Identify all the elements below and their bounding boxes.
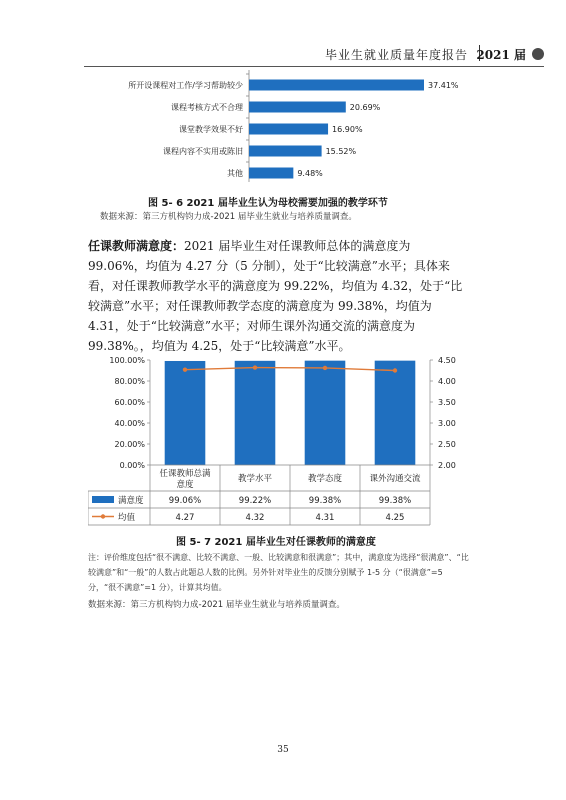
category-label: 课程考核方式不合理	[171, 103, 243, 112]
left-axis-label: 80.00%	[114, 377, 145, 386]
paragraph-body: 2021 届毕业生对任课教师总体的满意度为 99.06%，均值为 4.27 分（5 分制），处于“比较满意”水平；具体来看，对任课教师教学水平的满意度为 99.22%，均值为 4.32，处于“比较满意”水平；对任课教师教学态度的满意度为 99.38%，均值为 4.31，处于“比较满意”水平；对师生课外沟通交流的满意度为 99.38%。，均值为 4.25，处于“比较满意”水平。	[88, 239, 463, 353]
left-axis-label: 0.00%	[119, 461, 145, 470]
bar	[235, 361, 276, 465]
right-axis-label: 2.50	[438, 440, 456, 449]
data-label: 99.06%	[168, 496, 202, 506]
data-label: 4.31	[315, 513, 335, 523]
right-axis-label: 2.00	[438, 461, 456, 470]
bar	[375, 361, 416, 465]
category-label: 意度	[176, 480, 194, 490]
bar	[305, 361, 346, 465]
right-axis-label: 3.00	[438, 419, 456, 428]
body-paragraph	[88, 236, 468, 356]
figure2-caption: 图 5- 7 2021 届毕业生对任课教师的满意度	[176, 537, 376, 548]
data-label: 4.25	[385, 513, 405, 523]
figure1-caption: 图 5- 6 2021 届毕业生认为母校需要加强的教学环节	[148, 198, 388, 209]
bar	[249, 80, 424, 91]
category-label: 其他	[227, 169, 243, 178]
series-line	[185, 368, 395, 371]
right-axis-label: 4.00	[438, 377, 456, 386]
value-label: 9.48%	[297, 169, 323, 178]
data-label: 99.38%	[378, 496, 412, 506]
line-point	[183, 367, 187, 371]
right-axis-label: 3.50	[438, 398, 456, 407]
figure2-note: 注：评价维度包括“很不满意、比较不满意、一般、比较满意和很满意”；其中，满意度为选择“很满意”、“比较满意”和“一般”的人数占此题总人数的比例。另外针对毕业生的反馈分别赋予 1-5 分（“很满意”=5 分，“很不满意”=1 分），计算其均值。	[88, 553, 469, 592]
legend-label: 满意度	[118, 496, 144, 506]
data-label: 99.38%	[308, 496, 342, 506]
value-label: 16.90%	[332, 125, 363, 134]
value-label: 20.69%	[349, 103, 381, 112]
category-label: 教学水平	[237, 474, 273, 484]
bar	[249, 146, 322, 157]
figure1-source: 数据来源：第三方机构钧力成-2021 届毕业生就业与培养质量调查。	[100, 212, 357, 222]
figure2-source: 数据来源：第三方机构钧力成-2021 届毕业生就业与培养质量调查。	[88, 600, 345, 610]
category-label: 所开设课程对工作/学习帮助较少	[128, 81, 243, 90]
left-axis-label: 60.00%	[114, 398, 145, 407]
paragraph-lead: 任课教师满意度：	[88, 239, 185, 253]
category-label: 课外沟通交流	[369, 474, 421, 484]
page-header	[0, 44, 566, 64]
report-year: 2021 届	[476, 48, 526, 62]
legend-line-key	[101, 514, 105, 518]
category-label: 教学态度	[307, 474, 343, 484]
bar	[249, 102, 346, 113]
chart-teacher-satisfaction	[88, 350, 488, 530]
circle-icon	[532, 48, 544, 60]
bar	[249, 124, 328, 135]
category-label: 课堂教学效果不好	[179, 125, 243, 134]
value-label: 15.52%	[325, 147, 357, 156]
category-label: 任课教师总满	[159, 469, 211, 479]
page-number: 35	[277, 745, 289, 755]
right-axis-label: 4.50	[438, 356, 456, 365]
bar	[165, 361, 206, 465]
left-axis-label: 100.00%	[109, 356, 145, 365]
line-point	[253, 365, 257, 369]
line-point	[323, 366, 327, 370]
bar	[249, 168, 293, 179]
header-rule	[84, 66, 544, 67]
legend-label: 均值	[118, 513, 136, 523]
data-label: 4.27	[175, 513, 195, 523]
chart-teaching-improvement	[84, 70, 484, 188]
report-title: 毕业生就业质量年度报告	[324, 48, 468, 62]
data-label: 4.32	[245, 513, 265, 523]
left-axis-label: 20.00%	[114, 440, 145, 449]
data-label: 99.22%	[238, 496, 272, 506]
category-label: 课程内容不实用或陈旧	[163, 147, 243, 156]
value-label: 37.41%	[428, 81, 459, 90]
line-point	[393, 368, 397, 372]
left-axis-label: 40.00%	[114, 419, 145, 428]
legend-bar-key	[92, 496, 114, 503]
